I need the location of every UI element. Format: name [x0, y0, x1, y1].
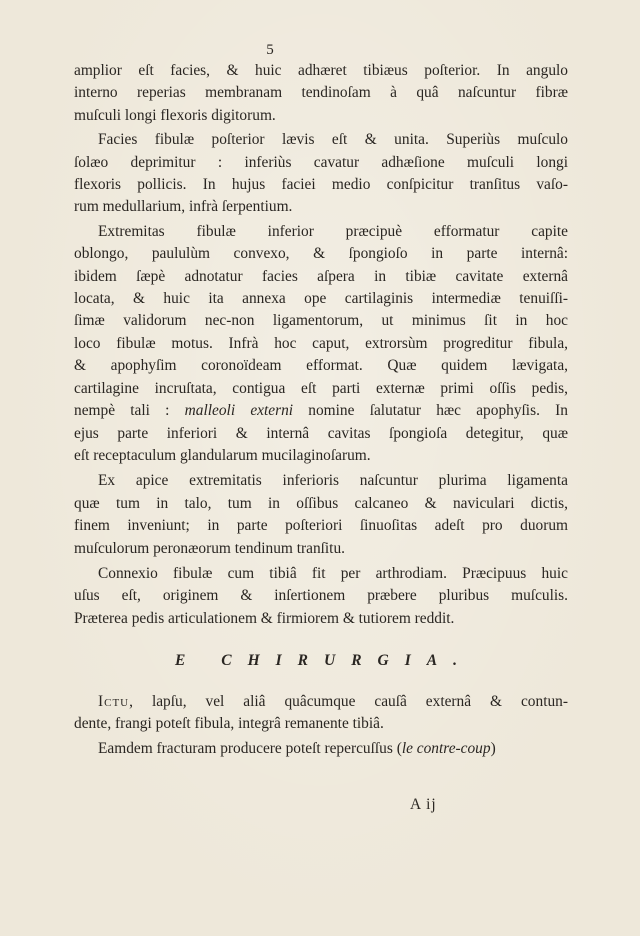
small-caps-word: Ictu [98, 692, 130, 710]
text-line: locata, & huic ita annexa ope cartilaginis intermediæ tenuiſſi- [74, 290, 568, 308]
text-run: ) [490, 740, 496, 758]
main-text [50, 60, 568, 761]
text-line: amplior eſt facies, & huic adhæret tibiæus poſterior. In angulo [74, 62, 568, 79]
paragraph-posterior-face [50, 129, 568, 219]
text-line: Ex apice extremitatis inferioris naſcuntur plurima ligamenta [98, 472, 568, 490]
text-line-with-italic [50, 738, 568, 760]
paragraph-fracture-causes [50, 691, 568, 736]
paragraph-connection [50, 563, 568, 630]
text-line: rum medullarium, infrà ſerpentium. [74, 198, 293, 216]
text-line: & apophyſim coronoïdeam efformat. Quæ quidem lævigata, [74, 357, 568, 375]
text-line-with-small-caps [50, 691, 568, 713]
text-line: Extremitas fibulæ inferior præcipuè efformatur capite [98, 222, 568, 240]
text-line: Connexio fibulæ cum tibiâ fit per arthrodiam. Præcipuus huic [98, 564, 568, 582]
text-run: Eamdem fracturam producere poteſt repercuſſus ( [98, 740, 402, 758]
text-line: oblongo, paululùm convexo, & ſpongioſo in parte internâ: [74, 245, 568, 263]
text-line: ejus parte inferiori & internâ cavitas ſpongioſa detegitur, quæ [74, 424, 568, 442]
text-line: finem inveniunt; in parte poſteriori ſinuoſitas adeſt pro duorum [74, 517, 568, 535]
text-line: Præterea pedis articulationem & firmiorem & tutiorem reddit. [74, 609, 455, 627]
text-line: eſt receptaculum glandularum mucilaginoſarum. [74, 446, 371, 464]
paragraph-ligaments [50, 470, 568, 560]
text-line: quæ tum in talo, tum in oſſibus calcaneo & naviculari dictis, [74, 494, 568, 512]
page-number: 5 [266, 42, 274, 58]
italic-term: malleoli externi [184, 402, 294, 420]
italic-term: le contre-coup [401, 740, 491, 758]
text-line: dente, frangi poteſt fibula, integrâ remanente tibiâ. [74, 714, 384, 732]
paragraph-contre-coup [50, 738, 568, 760]
text-line: uſus eſt, originem & inſertionem præbere pluribus muſculis. [74, 587, 568, 605]
text-run: , lapſu, vel aliâ quâcumque cauſâ externâ & contun- [129, 692, 568, 710]
signature-mark: A ij [410, 796, 437, 813]
text-line: ſimæ validorum nec-non ligamentorum, ut minimus ſit in hoc [74, 312, 568, 330]
text-line: ſolæo deprimitur : inferiùs cavatur adhæſione muſculi longi [74, 153, 568, 171]
section-heading: E CHIRURGIA. [175, 652, 473, 670]
text-line-with-italic [50, 400, 568, 422]
paragraph-anterior-face [50, 60, 568, 127]
text-line: loco fibulæ motus. Infrà hoc caput, extrorsùm progreditur fibula, [74, 334, 568, 352]
text-line: interno reperias membranam tendinoſam à quâ naſcuntur fibræ [74, 84, 568, 102]
paragraph-inferior-extremity [50, 221, 568, 467]
text-line: flexoris pollicis. In hujus faciei medio conſpicitur tranſitus vaſo- [74, 176, 568, 194]
text-line: cartilagine incruſtata, contigua eſt parti externæ primi oſſis pedis, [74, 379, 568, 397]
text-line: muſculi longi flexoris digitorum. [74, 106, 276, 124]
text-line: muſculorum peronæorum tendinum tranſitu. [74, 539, 346, 557]
text-line: Facies fibulæ poſterior lævis eſt & unita. Superiùs muſculo [98, 131, 568, 149]
text-line: ibidem ſæpè adnotatur facies aſpera in tibiæ cavitate externâ [74, 267, 568, 285]
text-run: nomine ſalutatur hæc apophyſis. In [293, 402, 568, 420]
text-run: nempè tali : [74, 402, 185, 420]
